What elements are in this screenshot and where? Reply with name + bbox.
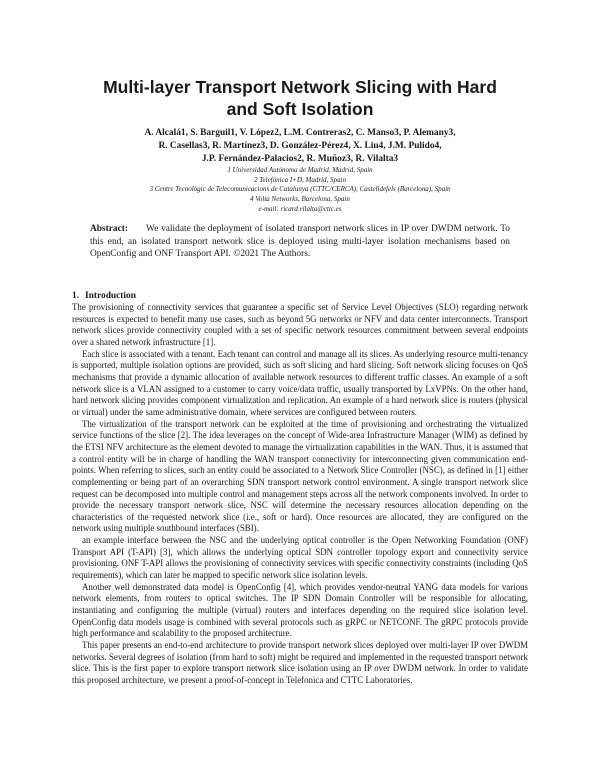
abstract-label: Abstract: [90, 224, 129, 234]
author-line: A. Alcalá1, S. Barguil1, V. López2, L.M. Contreras2, C. Manso3, P. Alemany3, [144, 128, 456, 138]
paragraph: Another well demonstrated data model is OpenConfig [4], which provides vendor-neutral YANG data models for various network elements, from routers to optical switches. The IP SDN Domain Controller will be responsible for allocating, instantiating and configuring the multiple (virtual) routers and interfaces depending on the required slice isolation level. OpenConfig data models usage is combined with several protocols such as gRPC or NETCONF. The gRPC protocols provide high performance and scalability to the proposed architecture. [72, 581, 528, 639]
author-list [80, 127, 520, 166]
affiliation-line: 4 Volta Networks, Barcelona, Spain [250, 195, 350, 204]
author-line: J.P. Fernández-Palacios2, R. Muñoz3, R. Vilalta3 [201, 154, 399, 164]
author-line: R. Casellas3, R. Martínez3, D. González-Pérez4, X. Liu4, J.M. Pulido4, [158, 141, 442, 151]
contact-email: e-mail: ricard.vilalta@cttc.es [258, 204, 342, 213]
section-heading [72, 290, 532, 302]
affiliation-list [80, 166, 520, 215]
section-title: Introduction [85, 291, 136, 301]
affiliation-line: 2 Telefónica I+D, Madrid, Spain [254, 175, 346, 184]
title-line-2: and Soft Isolation [226, 99, 374, 119]
paragraph: The virtualization of the transport network can be exploited at the time of provisioning and orchestrating the virtualized service functions of the slice [2]. The idea leverages on the concept of Wide-area Infrastructure Manager (WIM) as defined by the ETSI NFV architecture as the element devoted to manage the virtualization capabilities in the WAN. Thus, it is assumed that a control entity will be in charge of handling the WAN transport connectivity for interconnecting given communication end-points. When referring to slices, such an entity could be associated to a Network Slice Controller (NSC), as defined in [1] either complementing or being part of an overarching SDN transport network control environment. A single transport network slice request can be decomposed into multiple control and management steps across all the network components involved. In order to provide the necessary transport network slice, NSC will determine the necessary resources allocation depending on the characteristics of the requested network slice (i.e., soft or hard). Once resources are allocated, they are configured on the network using multiple southbound interfaces (SBI). [72, 418, 528, 534]
paragraph: an example interface between the NSC and the underlying optical controller is the Open Networking Foundation (ONF) Transport API (T-API) [3], which allows the underlying optical SDN controller topology export and connectivity service provisioning. ONF T-API allows the provisioning of connectivity services with specific connectivity constraints (including QoS requirements), which can later be mapped to specific network slice isolation levels. [72, 535, 528, 581]
section-number: 1. [72, 291, 80, 301]
abstract [90, 223, 510, 261]
affiliation-line: 3 Centre Tecnològic de Telecomunicacions de Catalunya (CTTC/CERCA), Castelldefels (Barcelona), Spain [149, 185, 451, 194]
affiliation-line: 1 Universidad Autónoma de Madrid, Madrid, Spain [227, 166, 373, 174]
paragraph: The provisioning of connectivity services that guarantee a specific set of Service Level Objectives (SLO) regarding network resources is expected to benefit many use cases, such as beyond 5G networks or NFV and data center interconnects. Transport network slices provide connectivity coupled with a set of specific network resources commitment between several endpoints over a shared network infrastructure [1]. [72, 302, 528, 347]
abstract-text: We validate the deployment of isolated transport network slices in IP over DWDM network. To this end, an isolated transport network slice is deployed using multi-layer isolation mechanisms based on OpenConfig and ONF Transport API. ©2021 The Authors. [90, 224, 510, 260]
paragraph: This paper presents an end-to-end architecture to provide transport network slices deployed over multi-layer IP over DWDM networks. Several degrees of isolation (from hard to soft) might be required and implemented in the requested transport network slice. This is the first paper to explore transport network slice isolation using an IP over DWDM network. In order to validate this proposed architecture, we present a proof-of-concept in Telefonica and CTTC Laboratories. [72, 640, 528, 685]
section-body [72, 302, 528, 687]
paper-title [0, 76, 600, 120]
paragraph: Each slice is associated with a tenant. Each tenant can control and manage all its slices. As underlying resource multi-tenancy is supported, multiple isolation options are provided, such as soft slicing and hard slicing. Soft network slicing focuses on QoS mechanisms that provide a dynamic allocation of available network resources to different traffic classes. An example of a soft network slice is a VLAN assigned to a customer to carry voice/data traffic, usually transported by LxVPNs. On the other hand, hard network slicing provides component virtualization and replication. An example of a hard network slice is routers (physical or virtual) under the same administrative domain, where services are configured between routers. [72, 348, 528, 417]
title-line-1: Multi-layer Transport Network Slicing with Hard [103, 77, 497, 97]
